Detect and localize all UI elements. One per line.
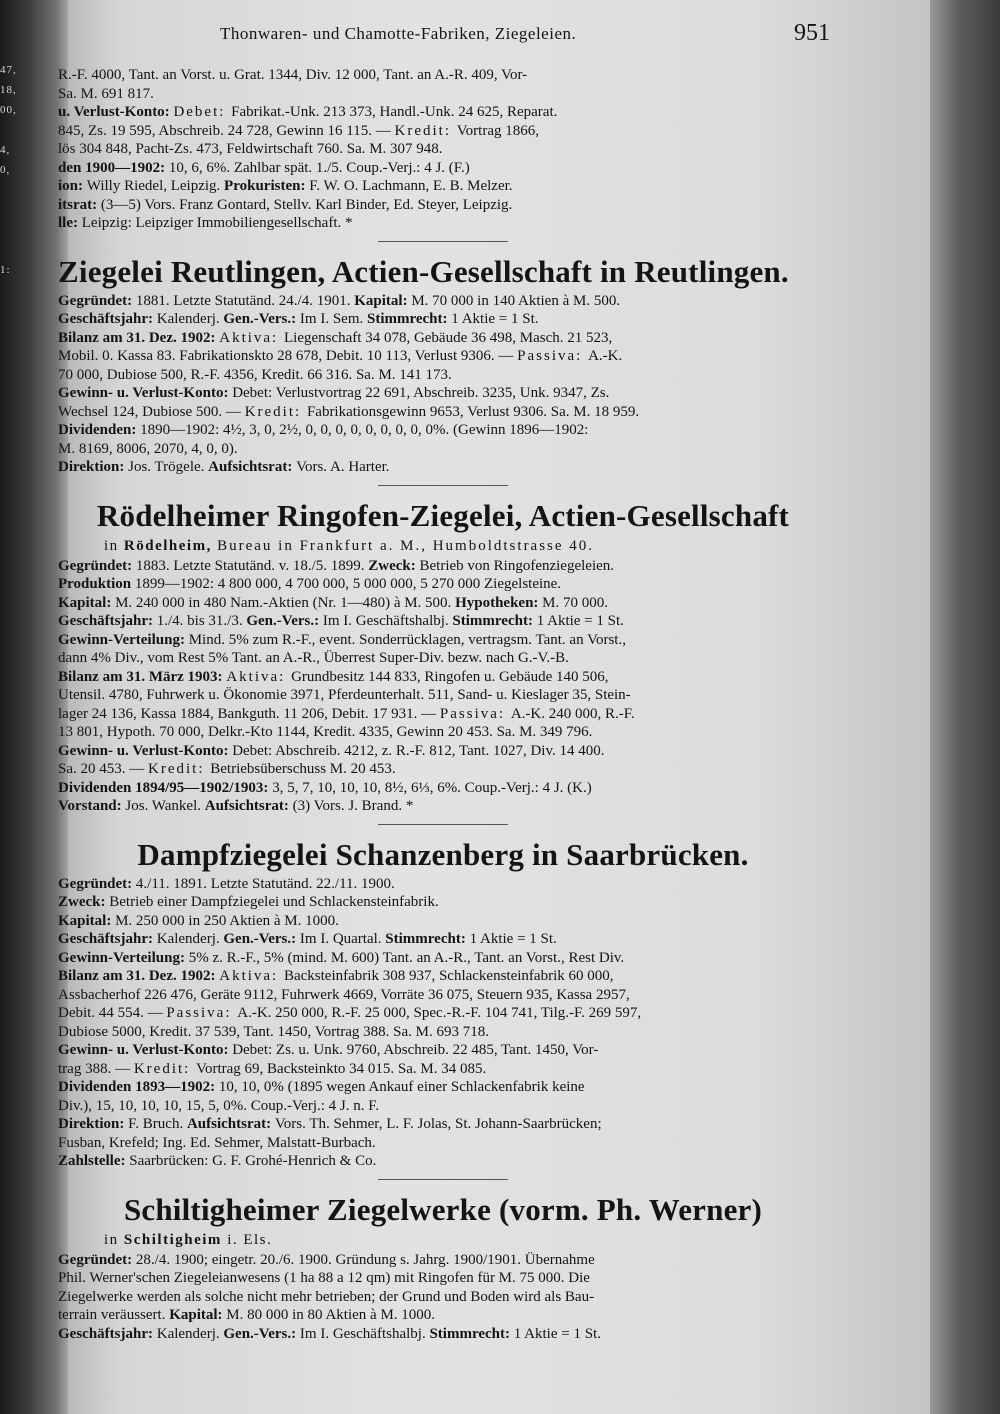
- field-label: Gewinn- u. Verlust-Konto:: [58, 385, 233, 401]
- field-label: lle:: [58, 215, 82, 231]
- field-label: Gegründet:: [58, 292, 136, 309]
- text-run: Grundbesitz 144 833, Ringofen u. Gebäude 140 506,: [291, 668, 609, 685]
- text-run: Mind. 5% zum R.-F., event. Sonderrücklagen, vertragsm. Tant. an Vorst.,: [188, 631, 626, 648]
- text-run: (3) Vors. J. Brand. *: [292, 798, 414, 814]
- text-run: Backsteinfabrik 308 937, Schlackensteinfabrik 60 000,: [283, 968, 614, 984]
- text-run: Vors. Th. Sehmer, L. F. Jolas, St. Johann-Saarbrücken;: [274, 1116, 602, 1132]
- spaced-label: Kredit:: [244, 403, 307, 420]
- text-run: Assbacherhof 226 476, Geräte 9112, Fuhrwerk 4669, Vorräte 36 075, Steuern 935, Kassa 2957,: [58, 986, 630, 1003]
- company-subtitle: [58, 1230, 828, 1251]
- text-run: M. 240 000 in 480 Nam.-Aktien (Nr. 1—480) à M. 500.: [115, 594, 456, 611]
- margin-mark: 18,: [0, 84, 17, 96]
- text-line: [58, 310, 828, 329]
- section-separator: [378, 241, 508, 242]
- text-run: Vortrag 69, Backsteinkto 34 015. Sa. M. 34 085.: [196, 1060, 487, 1077]
- text-run: Im I. Quartal.: [299, 931, 386, 947]
- margin-mark: 4,: [0, 144, 11, 156]
- field-label: Kapital:: [354, 292, 412, 309]
- text-run: 845, Zs. 19 595, Abschreib. 24 728, Gewinn 16 115. —: [58, 122, 395, 139]
- text-run: Leipzig: Leipziger Immobiliengesellschaft. *: [81, 215, 353, 231]
- text-line: [58, 930, 828, 949]
- spaced-label: Kredit:: [394, 122, 457, 139]
- margin-mark: [0, 180, 60, 200]
- text-run: Sa. M. 691 817.: [58, 85, 154, 102]
- field-label: Gen.-Vers.:: [223, 311, 300, 327]
- field-label: Hypotheken:: [455, 594, 543, 611]
- field-label: Geschäftsjahr:: [58, 1325, 157, 1342]
- text-run: Sa. 20 453. —: [58, 761, 148, 777]
- field-label: Gen.-Vers.:: [223, 931, 300, 947]
- text-run: 1 Aktie = 1 St.: [469, 931, 557, 947]
- spaced-label: Debet:: [173, 104, 232, 120]
- text-run: 10, 6, 6%. Zahlbar spät. 1./5. Coup.-Verj.: 4 J. (F.): [168, 159, 470, 176]
- text-line: [58, 1306, 828, 1325]
- margin-mark: [0, 220, 60, 240]
- text-run: 3, 5, 7, 10, 10, 10, 8½, 6⅓, 6%. Coup.-Verj.: 4 J. (K.): [272, 779, 592, 796]
- text-run: Willy Riedel, Leipzig.: [86, 178, 225, 194]
- text-run: A.-K. 250 000, R.-F. 25 000, Spec.-R.-F. 104 741, Tilg.-F. 269 597,: [237, 1005, 642, 1021]
- text-run: i. Els.: [227, 1231, 273, 1248]
- text-run: M. 8169, 8006, 2070, 4, 0, 0).: [58, 440, 238, 457]
- company-entry: [58, 496, 828, 816]
- field-label: Direktion:: [58, 1116, 129, 1132]
- text-line: [58, 649, 828, 668]
- field-label: Gen.-Vers.:: [246, 613, 323, 629]
- field-label: Stimmrecht:: [429, 1325, 514, 1342]
- text-line: [58, 742, 828, 761]
- field-label: Geschäftsjahr:: [58, 311, 157, 327]
- margin-mark: 00,: [0, 104, 17, 116]
- field-label: Bilanz am 31. Dez. 1902:: [58, 968, 220, 984]
- company-title: Ziegelei Reutlingen, Actien-Gesellschaft in Reutlingen.: [58, 253, 789, 289]
- text-line: [58, 159, 828, 178]
- spaced-label: Passiva:: [166, 1005, 238, 1021]
- field-label: Schiltigheim: [123, 1231, 228, 1248]
- text-run: Im I. Sem.: [299, 311, 367, 327]
- text-run: F. Bruch.: [128, 1116, 187, 1132]
- field-label: Gewinn-Verteilung:: [58, 631, 189, 648]
- running-head: Thonwaren- und Chamotte-Fabriken, Ziegeleien.: [220, 24, 577, 43]
- field-label: Stimmrecht:: [385, 931, 470, 947]
- text-line: [58, 196, 828, 215]
- text-run: 1 Aktie = 1 St.: [536, 613, 624, 629]
- text-line: [58, 893, 828, 912]
- margin-mark: [0, 120, 60, 140]
- text-line: [58, 421, 828, 440]
- text-run: (3—5) Vors. Franz Gontard, Stellv. Karl Binder, Ed. Steyer, Leipzig.: [100, 196, 513, 213]
- text-line: [58, 912, 828, 931]
- text-line: [58, 177, 828, 196]
- text-line: [58, 1134, 828, 1153]
- text-run: Jos. Trögele.: [128, 459, 209, 475]
- text-run: A.-K. 240 000, R.-F.: [510, 705, 635, 722]
- text-run: Div.), 15, 10, 10, 10, 15, 5, 0%. Coup.-Verj.: 4 J. n. F.: [58, 1097, 380, 1114]
- text-run: 1881. Letzte Statutänd. 24./4. 1901.: [135, 292, 355, 309]
- text-run: Fabrikat.-Unk. 213 373, Handl.-Unk. 24 625, Reparat.: [231, 104, 558, 120]
- left-margin-marks: [0, 60, 60, 280]
- margin-mark: 1:: [0, 264, 11, 276]
- company-title: Schiltigheimer Ziegelwerke (vorm. Ph. Werner): [123, 1191, 763, 1227]
- text-run: Vortrag 1866,: [456, 122, 539, 139]
- text-line: [58, 384, 828, 403]
- field-label: Bilanz am 31. März 1903:: [58, 668, 227, 685]
- text-run: Kalenderj.: [156, 311, 224, 327]
- text-run: F. W. O. Lachmann, E. B. Melzer.: [309, 178, 513, 194]
- text-line: [58, 214, 828, 233]
- text-run: dann 4% Div., vom Rest 5% Tant. an A.-R., Überrest Super-Div. bezw. nach G.-V.-B.: [58, 650, 569, 666]
- text-line: [58, 85, 828, 104]
- text-run: Debit. 44 554. —: [58, 1005, 167, 1021]
- text-line: [58, 1269, 828, 1288]
- right-page-edge: [930, 0, 1000, 1414]
- field-label: Gegründet:: [58, 875, 136, 892]
- field-label: itsrat:: [58, 196, 101, 213]
- spaced-label: Aktiva:: [219, 329, 284, 346]
- text-run: A.-K.: [588, 348, 623, 364]
- text-line: [58, 631, 828, 650]
- text-line: [58, 875, 828, 894]
- company-entry: [58, 1190, 828, 1344]
- text-run: trag 388. —: [58, 1060, 134, 1077]
- spaced-label: Passiva:: [439, 705, 511, 722]
- section-separator: [378, 824, 508, 825]
- text-line: [58, 686, 828, 705]
- text-line: [58, 986, 828, 1005]
- spaced-label: Aktiva:: [219, 968, 284, 984]
- text-line: [58, 1152, 828, 1171]
- text-run: 1./4. bis 31./3.: [156, 613, 247, 629]
- text-run: Ziegelwerke werden als solche nicht mehr betrieben; der Grund und Boden wird als Bau-: [58, 1288, 595, 1305]
- text-line: [58, 1325, 828, 1344]
- field-label: Gegründet:: [58, 1251, 136, 1268]
- spaced-label: Aktiva:: [226, 668, 292, 685]
- field-label: Geschäftsjahr:: [58, 931, 157, 947]
- field-label: Produktion: [58, 576, 135, 592]
- text-run: Mobil. 0. Kassa 83. Fabrikationskto 28 678, Debit. 10 113, Verlust 9306. —: [58, 348, 518, 364]
- field-label: Rödelheim,: [123, 537, 218, 554]
- text-run: in: [104, 1231, 124, 1248]
- text-line: [58, 967, 828, 986]
- text-line: [58, 122, 828, 141]
- field-label: Kapital:: [58, 912, 116, 929]
- field-label: Aufsichtsrat:: [208, 459, 297, 475]
- field-label: den 1900—1902:: [58, 159, 169, 176]
- text-run: 28./4. 1900; eingetr. 20./6. 1900. Gründung s. Jahrg. 1900/1901. Übernahme: [135, 1251, 595, 1268]
- text-line: [58, 1288, 828, 1307]
- text-run: 1890—1902: 4½, 3, 0, 2½, 0, 0, 0, 0, 0, 0, 0, 0, 0%. (Gewinn 1896—1902:: [140, 422, 589, 438]
- text-run: Im I. Geschäftshalbj.: [299, 1325, 430, 1342]
- field-label: Dividenden 1893—1902:: [58, 1079, 219, 1095]
- field-label: Gen.-Vers.:: [223, 1325, 300, 1342]
- text-run: Phil. Werner'schen Ziegeleianwesens (1 ha 88 a 12 qm) mit Ringofen für M. 75 000. Die: [58, 1270, 590, 1286]
- company-entry: [58, 835, 828, 1171]
- section-separator: [378, 485, 508, 486]
- text-run: Betrieb von Ringofenziegeleien.: [419, 557, 615, 574]
- text-line: [58, 705, 828, 724]
- text-line: [58, 347, 828, 366]
- text-run: Im I. Geschäftshalbj.: [322, 613, 453, 629]
- field-label: Gewinn- u. Verlust-Konto:: [58, 1042, 233, 1058]
- text-line: [58, 1251, 828, 1270]
- spaced-label: Kredit:: [133, 1060, 197, 1077]
- text-line: [58, 66, 828, 85]
- text-line: [58, 1023, 828, 1042]
- field-label: Dividenden 1894/95—1902/1903:: [58, 779, 273, 796]
- text-run: M. 70 000 in 140 Aktien à M. 500.: [411, 292, 621, 309]
- text-run: in: [104, 537, 124, 554]
- text-run: 1 Aktie = 1 St.: [451, 311, 539, 327]
- company-entry: [58, 252, 828, 477]
- text-line: [58, 575, 828, 594]
- field-label: Vorstand:: [58, 798, 126, 814]
- text-line: [58, 594, 828, 613]
- text-line: [58, 1115, 828, 1134]
- text-line: [58, 760, 828, 779]
- company-subtitle: [58, 536, 828, 557]
- field-label: Geschäftsjahr:: [58, 613, 157, 629]
- text-run: Kalenderj.: [156, 1325, 224, 1342]
- text-line: [58, 797, 828, 816]
- margin-mark: 0,: [0, 164, 11, 176]
- field-label: Kapital:: [169, 1307, 227, 1323]
- text-run: lager 24 136, Kassa 1884, Bankguth. 11 206, Debit. 17 931. —: [58, 705, 440, 722]
- text-line: [58, 366, 828, 385]
- text-line: [58, 557, 828, 576]
- text-run: Debet: Abschreib. 4212, z. R.-F. 812, Tant. 1027, Div. 14 400.: [232, 742, 605, 759]
- field-label: Gewinn- u. Verlust-Konto:: [58, 742, 233, 759]
- text-run: M. 80 000 in 80 Aktien à M. 1000.: [226, 1307, 436, 1323]
- field-label: Prokuristen:: [224, 178, 310, 194]
- field-label: Dividenden:: [58, 422, 141, 438]
- text-run: 4./11. 1891. Letzte Statutänd. 22./11. 1900.: [135, 875, 395, 892]
- company-title: Dampfziegelei Schanzenberg in Saarbrücken.: [137, 836, 749, 872]
- field-label: Gewinn-Verteilung:: [58, 949, 189, 966]
- text-run: Debet: Verlustvortrag 22 691, Abschreib. 3235, Unk. 9347, Zs.: [232, 385, 610, 401]
- spaced-label: Bureau in Frankfurt a. M., Humboldtstrasse 40.: [217, 537, 595, 554]
- text-line: [58, 403, 828, 422]
- text-line: [58, 1041, 828, 1060]
- margin-mark: 47,: [0, 64, 17, 76]
- text-run: Liegenschaft 34 078, Gebäude 36 498, Masch. 21 523,: [283, 329, 613, 346]
- text-line: [58, 329, 828, 348]
- text-line: [58, 723, 828, 742]
- text-run: Saarbrücken: G. F. Grohé-Henrich & Co.: [129, 1153, 377, 1169]
- margin-mark: [0, 200, 60, 220]
- field-label: Aufsichtsrat:: [186, 1116, 275, 1132]
- text-line: [58, 458, 828, 477]
- text-run: Debet: Zs. u. Unk. 9760, Abschreib. 22 485, Tant. 1450, Vor-: [232, 1042, 599, 1058]
- field-label: Zahlstelle:: [58, 1153, 130, 1169]
- text-line: [58, 949, 828, 968]
- text-run: Fusban, Krefeld; Ing. Ed. Sehmer, Malstatt-Burbach.: [58, 1134, 376, 1151]
- spaced-label: Kredit:: [148, 761, 211, 777]
- text-line: [58, 668, 828, 687]
- margin-mark: [0, 240, 60, 260]
- text-run: Dubiose 5000, Kredit. 37 539, Tant. 1450, Vortrag 388. Sa. M. 693 718.: [58, 1023, 490, 1040]
- text-run: 1 Aktie = 1 St.: [513, 1325, 601, 1342]
- page-number: 951: [794, 20, 830, 46]
- field-label: Kapital:: [58, 594, 116, 611]
- text-line: [58, 1078, 828, 1097]
- text-run: 1899—1902: 4 800 000, 4 700 000, 5 000 000, 5 270 000 Ziegelsteine.: [134, 576, 562, 592]
- text-line: [58, 612, 828, 631]
- field-label: Bilanz am 31. Dez. 1902:: [58, 329, 220, 346]
- text-run: Vors. A. Harter.: [296, 459, 390, 475]
- text-line: [58, 292, 828, 311]
- spaced-label: Passiva:: [517, 348, 589, 364]
- text-run: 13 801, Hypoth. 70 000, Delkr.-Kto 1144, Kredit. 4335, Gewinn 20 453. Sa. M. 349 796.: [58, 724, 593, 740]
- text-run: Betrieb einer Dampfziegelei und Schlackensteinfabrik.: [109, 894, 439, 910]
- text-run: Kalenderj.: [156, 931, 224, 947]
- company-title: Rödelheimer Ringofen-Ziegelei, Actien-Gesellschaft: [96, 497, 790, 533]
- text-run: Jos. Wankel.: [125, 798, 205, 814]
- text-run: 1883. Letzte Statutänd. v. 18./5. 1899.: [135, 557, 369, 574]
- field-label: Aufsichtsrat:: [204, 798, 293, 814]
- text-line: [58, 1004, 828, 1023]
- text-line: [58, 1097, 828, 1116]
- text-run: Wechsel 124, Dubiose 500. —: [58, 403, 245, 420]
- field-label: Zweck:: [58, 894, 110, 910]
- text-run: M. 70 000.: [542, 594, 608, 611]
- company-entry: [58, 66, 828, 233]
- section-separator: [378, 1179, 508, 1180]
- text-run: R.-F. 4000, Tant. an Vorst. u. Grat. 1344, Div. 12 000, Tant. an A.-R. 409, Vor-: [58, 67, 528, 83]
- field-label: Gegründet:: [58, 557, 136, 574]
- text-run: 5% z. R.-F., 5% (mind. M. 600) Tant. an A.-R., Tant. an Vorst., Rest Div.: [188, 949, 625, 966]
- text-run: Betriebsüberschuss M. 20 453.: [210, 761, 396, 777]
- text-line: [58, 440, 828, 459]
- field-label: Stimmrecht:: [452, 613, 537, 629]
- field-label: Zweck:: [368, 557, 420, 574]
- text-line: [58, 779, 828, 798]
- field-label: Direktion:: [58, 459, 129, 475]
- field-label: Stimmrecht:: [366, 311, 452, 327]
- page-content: [58, 66, 828, 1343]
- text-run: lös 304 848, Pacht-Zs. 473, Feldwirtschaft 760. Sa. M. 307 948.: [58, 141, 443, 157]
- text-run: Fabrikationsgewinn 9653, Verlust 9306. Sa. M. 18 959.: [306, 403, 640, 420]
- text-run: terrain veräussert.: [58, 1307, 170, 1323]
- text-run: 70 000, Dubiose 500, R.-F. 4356, Kredit. 66 316. Sa. M. 141 173.: [58, 366, 452, 383]
- page-header: [110, 20, 830, 48]
- text-line: [58, 1060, 828, 1079]
- text-run: M. 250 000 in 250 Aktien à M. 1000.: [115, 912, 339, 929]
- field-label: ion:: [58, 178, 87, 194]
- text-run: 10, 10, 0% (1895 wegen Ankauf einer Schlackenfabrik keine: [218, 1079, 585, 1095]
- field-label: u. Verlust-Konto:: [58, 104, 174, 120]
- text-line: [58, 140, 828, 159]
- text-run: Utensil. 4780, Fuhrwerk u. Ökonomie 3971, Pferdeunterhalt. 511, Sand- u. Kieslager 35, Stein-: [58, 687, 631, 703]
- text-line: [58, 103, 828, 122]
